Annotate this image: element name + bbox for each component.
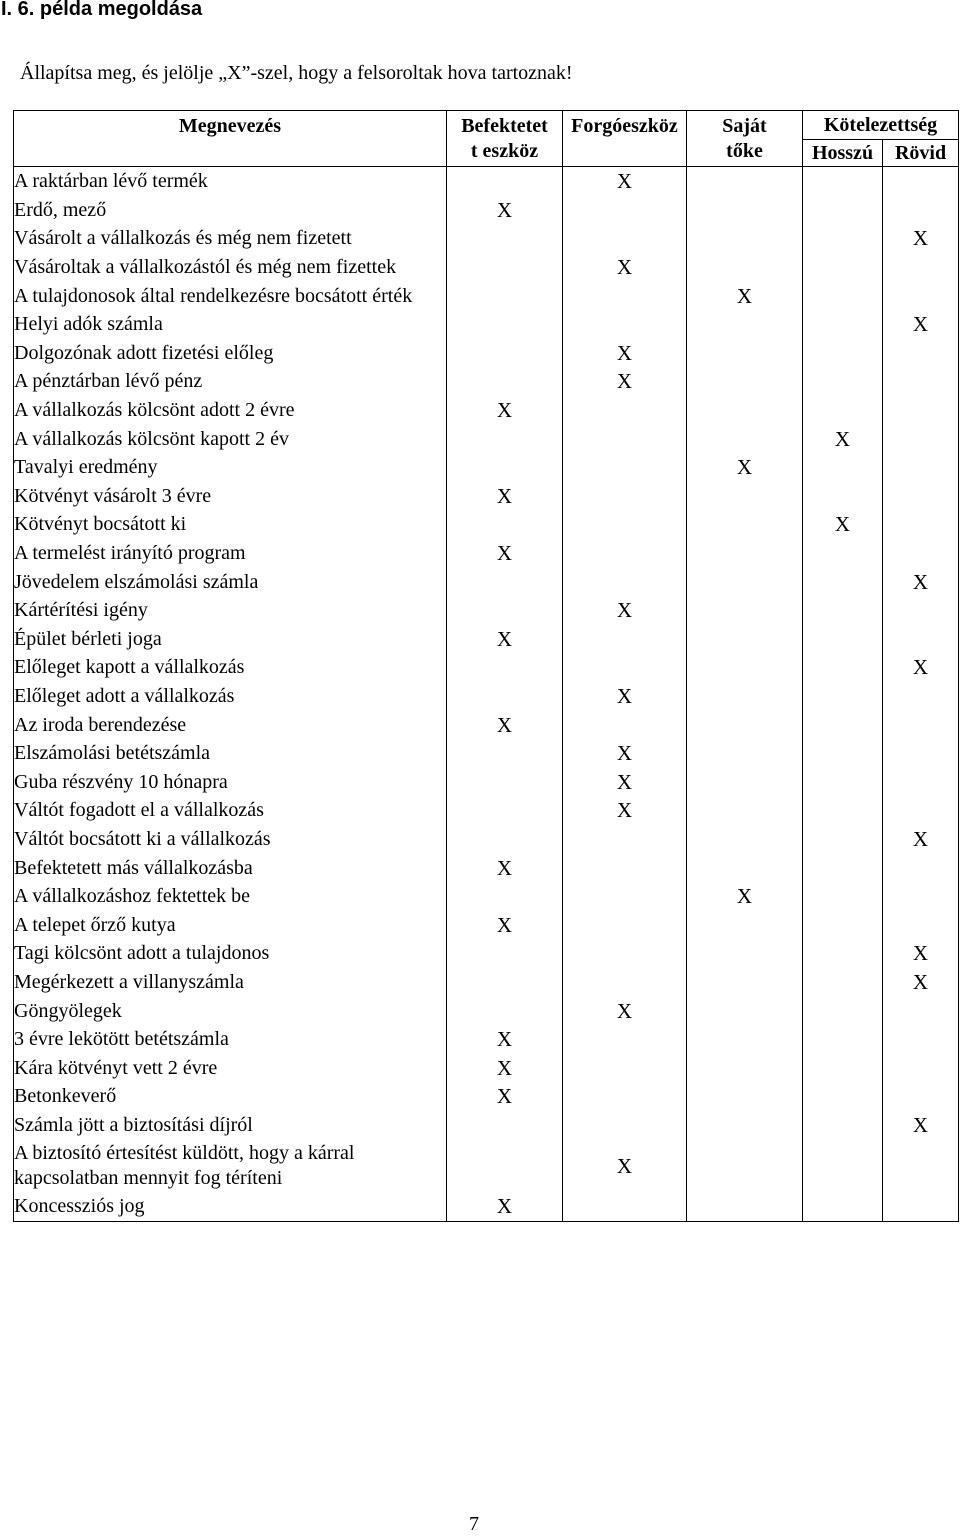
mark-cell-current [563,453,687,482]
mark-cell-current: X [563,167,687,196]
header-name: Megnevezés [14,111,447,167]
mark-cell-long [803,739,883,768]
mark-cell-short [883,910,959,939]
mark-cell-fixed: X [447,1025,563,1054]
table-row [14,167,959,196]
table-row [14,1053,959,1082]
mark-cell-fixed [447,825,563,854]
item-name: Erdő, mező [14,196,447,225]
mark-cell-fixed [447,739,563,768]
mark-cell-current [563,1111,687,1140]
mark-cell-short [883,596,959,625]
mark-cell-long: X [803,424,883,453]
item-name: Váltót bocsátott ki a vállalkozás [14,825,447,854]
mark-cell-equity [687,939,803,968]
mark-cell-current [563,910,687,939]
item-name: Guba részvény 10 hónapra [14,767,447,796]
mark-cell-long [803,224,883,253]
table-row [14,453,959,482]
item-name: Kötvényt vásárolt 3 évre [14,482,447,511]
table-row [14,224,959,253]
mark-cell-short [883,1053,959,1082]
item-name: A tulajdonosok által rendelkezésre bocsátott érték [14,281,447,310]
table-row [14,996,959,1025]
item-name: Kötvényt bocsátott ki [14,510,447,539]
mark-cell-short: X [883,567,959,596]
item-name: A biztosító értesítést küldött, hogy a kárral kapcsolatban mennyit fog téríteni [14,1139,447,1192]
mark-cell-equity [687,196,803,225]
mark-cell-long [803,281,883,310]
mark-cell-equity [687,796,803,825]
mark-cell-long [803,625,883,654]
mark-cell-current [563,853,687,882]
item-name: Az iroda berendezése [14,710,447,739]
mark-cell-fixed: X [447,396,563,425]
mark-cell-long [803,310,883,339]
mark-cell-equity [687,653,803,682]
mark-cell-equity [687,625,803,654]
table-row [14,339,959,368]
mark-cell-current: X [563,682,687,711]
mark-cell-current [563,625,687,654]
header-current-assets: Forgóeszköz [563,111,687,167]
mark-cell-equity [687,968,803,997]
mark-cell-long [803,996,883,1025]
mark-cell-equity [687,739,803,768]
mark-cell-long [803,682,883,711]
table-row [14,968,959,997]
mark-cell-short: X [883,968,959,997]
mark-cell-current [563,310,687,339]
mark-cell-equity: X [687,453,803,482]
header-equity-line2: tőke [726,140,763,162]
item-name: Kára kötvényt vett 2 évre [14,1053,447,1082]
mark-cell-long [803,1025,883,1054]
mark-cell-long [803,339,883,368]
mark-cell-short: X [883,310,959,339]
table-row [14,853,959,882]
mark-cell-fixed: X [447,853,563,882]
item-name: Váltót fogadott el a vállalkozás [14,796,447,825]
table-row [14,367,959,396]
header-equity-line1: Saját [722,115,767,137]
mark-cell-fixed [447,882,563,911]
mark-cell-fixed [447,996,563,1025]
mark-cell-short [883,339,959,368]
item-name: Tavalyi eredmény [14,453,447,482]
mark-cell-current [563,710,687,739]
mark-cell-long [803,653,883,682]
table-row [14,396,959,425]
mark-cell-fixed [447,796,563,825]
table-row [14,1111,959,1140]
mark-cell-equity [687,1192,803,1221]
mark-cell-equity [687,224,803,253]
mark-cell-fixed [447,1139,563,1192]
mark-cell-short: X [883,825,959,854]
mark-cell-current: X [563,767,687,796]
mark-cell-equity [687,396,803,425]
mark-cell-fixed [447,453,563,482]
mark-cell-equity [687,1053,803,1082]
table-row [14,1025,959,1054]
item-name: Számla jött a biztosítási díjról [14,1111,447,1140]
item-name: Kártérítési igény [14,596,447,625]
item-name: A pénztárban lévő pénz [14,367,447,396]
item-name: A termelést irányító program [14,539,447,568]
table-row [14,1192,959,1221]
mark-cell-current [563,939,687,968]
table-row [14,281,959,310]
mark-cell-equity [687,1139,803,1192]
mark-cell-short [883,1025,959,1054]
mark-cell-fixed [447,367,563,396]
table-row [14,310,959,339]
mark-cell-equity [687,310,803,339]
mark-cell-fixed [447,281,563,310]
item-name: Előleget adott a vállalkozás [14,682,447,711]
table-row [14,825,959,854]
header-long-term: Hosszú [803,140,883,167]
mark-cell-long [803,396,883,425]
mark-cell-long [803,853,883,882]
mark-cell-short [883,539,959,568]
item-name: Épület bérleti joga [14,625,447,654]
mark-cell-equity [687,367,803,396]
mark-cell-current [563,510,687,539]
item-name: Dolgozónak adott fizetési előleg [14,339,447,368]
mark-cell-short [883,996,959,1025]
item-name: Elszámolási betétszámla [14,739,447,768]
item-name: Előleget kapott a vállalkozás [14,653,447,682]
mark-cell-fixed [447,339,563,368]
mark-cell-current: X [563,253,687,282]
table-row [14,510,959,539]
mark-cell-long [803,167,883,196]
mark-cell-short [883,510,959,539]
table-row [14,653,959,682]
mark-cell-current [563,653,687,682]
mark-cell-short [883,682,959,711]
mark-cell-current [563,281,687,310]
mark-cell-long [803,1111,883,1140]
item-name: Megérkezett a villanyszámla [14,968,447,997]
header-fixed-line1: Befektetet [461,115,548,137]
mark-cell-equity [687,1111,803,1140]
mark-cell-short [883,281,959,310]
mark-cell-current [563,539,687,568]
mark-cell-equity [687,539,803,568]
table-row [14,910,959,939]
mark-cell-current [563,567,687,596]
table-row [14,424,959,453]
item-name: A vállalkozás kölcsönt adott 2 évre [14,396,447,425]
mark-cell-short [883,196,959,225]
mark-cell-equity [687,1082,803,1111]
mark-cell-fixed [447,682,563,711]
mark-cell-long [803,910,883,939]
mark-cell-fixed [447,596,563,625]
mark-cell-current: X [563,1139,687,1192]
mark-cell-long [803,539,883,568]
mark-cell-fixed [447,253,563,282]
mark-cell-fixed [447,167,563,196]
mark-cell-long [803,596,883,625]
mark-cell-fixed: X [447,196,563,225]
mark-cell-short [883,482,959,511]
mark-cell-equity [687,339,803,368]
mark-cell-short [883,253,959,282]
mark-cell-long [803,253,883,282]
header-equity [687,111,803,167]
mark-cell-equity [687,825,803,854]
mark-cell-equity: X [687,281,803,310]
mark-cell-equity [687,482,803,511]
mark-cell-current [563,968,687,997]
item-name: Jövedelem elszámolási számla [14,567,447,596]
mark-cell-current [563,1192,687,1221]
item-name: 3 évre lekötött betétszámla [14,1025,447,1054]
item-name: Vásároltak a vállalkozástól és még nem fizettek [14,253,447,282]
mark-cell-long [803,196,883,225]
mark-cell-fixed [447,968,563,997]
table-row [14,482,959,511]
table-row [14,710,959,739]
mark-cell-long [803,796,883,825]
table-row [14,796,959,825]
mark-cell-equity [687,910,803,939]
mark-cell-short [883,1139,959,1192]
mark-cell-current: X [563,596,687,625]
mark-cell-short: X [883,939,959,968]
mark-cell-current: X [563,367,687,396]
classification-table [13,110,959,1222]
table-row [14,1082,959,1111]
table-row [14,739,959,768]
mark-cell-short [883,739,959,768]
mark-cell-equity [687,767,803,796]
mark-cell-long [803,825,883,854]
header-short-term: Rövid [883,140,959,167]
mark-cell-equity [687,596,803,625]
mark-cell-equity [687,996,803,1025]
mark-cell-current [563,224,687,253]
table-row [14,939,959,968]
item-name: Vásárolt a vállalkozás és még nem fizetett [14,224,447,253]
mark-cell-equity [687,167,803,196]
mark-cell-current: X [563,996,687,1025]
mark-cell-equity [687,253,803,282]
mark-cell-short: X [883,653,959,682]
mark-cell-current [563,396,687,425]
mark-cell-fixed [447,224,563,253]
mark-cell-short [883,167,959,196]
mark-cell-fixed [447,767,563,796]
mark-cell-fixed [447,653,563,682]
mark-cell-current [563,1053,687,1082]
mark-cell-short [883,625,959,654]
mark-cell-long [803,453,883,482]
mark-cell-long [803,482,883,511]
item-name: A telepet őrző kutya [14,910,447,939]
mark-cell-current [563,1082,687,1111]
mark-cell-fixed: X [447,1053,563,1082]
mark-cell-fixed [447,567,563,596]
mark-cell-long [803,1139,883,1192]
mark-cell-current: X [563,739,687,768]
mark-cell-long [803,767,883,796]
mark-cell-long: X [803,510,883,539]
mark-cell-current: X [563,339,687,368]
header-fixed-line2: t eszköz [470,140,539,162]
table-row [14,882,959,911]
mark-cell-short [883,453,959,482]
table-row [14,539,959,568]
page-heading: I. 6. példa megoldása [1,0,203,20]
item-name: Betonkeverő [14,1082,447,1111]
mark-cell-equity [687,1025,803,1054]
item-name: A raktárban lévő termék [14,167,447,196]
mark-cell-fixed [447,424,563,453]
table-row [14,596,959,625]
mark-cell-short: X [883,224,959,253]
mark-cell-long [803,1192,883,1221]
mark-cell-short [883,796,959,825]
table-row [14,625,959,654]
mark-cell-long [803,1053,883,1082]
mark-cell-fixed: X [447,910,563,939]
mark-cell-equity [687,424,803,453]
mark-cell-fixed: X [447,1192,563,1221]
table-row [14,767,959,796]
mark-cell-current [563,424,687,453]
mark-cell-fixed: X [447,710,563,739]
mark-cell-current [563,196,687,225]
header-liabilities: Kötelezettség [803,111,959,140]
item-name: A vállalkozás kölcsönt kapott 2 év [14,424,447,453]
mark-cell-long [803,710,883,739]
mark-cell-fixed: X [447,482,563,511]
table-row [14,1139,959,1192]
mark-cell-current [563,482,687,511]
mark-cell-short: X [883,1111,959,1140]
table-row [14,567,959,596]
table-row [14,682,959,711]
table-row [14,253,959,282]
mark-cell-fixed: X [447,625,563,654]
mark-cell-equity: X [687,882,803,911]
page-number: 7 [469,1513,479,1535]
mark-cell-short [883,424,959,453]
mark-cell-short [883,1082,959,1111]
mark-cell-current: X [563,796,687,825]
table-row [14,196,959,225]
mark-cell-short [883,396,959,425]
item-name: Tagi kölcsönt adott a tulajdonos [14,939,447,968]
mark-cell-short [883,367,959,396]
mark-cell-short [883,710,959,739]
mark-cell-long [803,882,883,911]
mark-cell-long [803,1082,883,1111]
mark-cell-equity [687,853,803,882]
mark-cell-equity [687,510,803,539]
mark-cell-fixed: X [447,539,563,568]
mark-cell-long [803,968,883,997]
mark-cell-fixed: X [447,1082,563,1111]
item-name: Göngyölegek [14,996,447,1025]
mark-cell-current [563,1025,687,1054]
mark-cell-long [803,367,883,396]
mark-cell-long [803,939,883,968]
mark-cell-fixed [447,1111,563,1140]
mark-cell-short [883,882,959,911]
mark-cell-fixed [447,310,563,339]
mark-cell-equity [687,710,803,739]
task-instruction: Állapítsa meg, és jelölje „X”-szel, hogy a felsoroltak hova tartoznak! [20,62,573,84]
mark-cell-long [803,567,883,596]
item-name: Helyi adók számla [14,310,447,339]
mark-cell-fixed [447,510,563,539]
mark-cell-current [563,882,687,911]
item-name: Befektetett más vállalkozásba [14,853,447,882]
mark-cell-short [883,1192,959,1221]
mark-cell-short [883,853,959,882]
mark-cell-equity [687,682,803,711]
item-name: Koncessziós jog [14,1192,447,1221]
mark-cell-fixed [447,939,563,968]
mark-cell-current [563,825,687,854]
header-fixed-assets [447,111,563,167]
mark-cell-short [883,767,959,796]
mark-cell-equity [687,567,803,596]
item-name: A vállalkozáshoz fektettek be [14,882,447,911]
